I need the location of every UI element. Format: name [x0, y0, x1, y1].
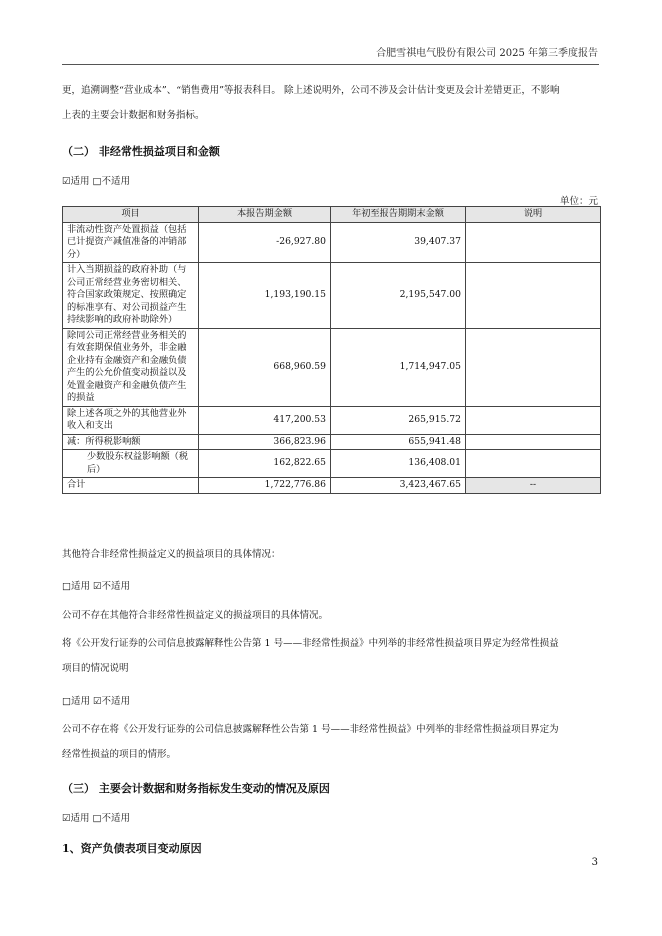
table-row [63, 328, 601, 406]
row-ytd: 39,407.37 [331, 222, 466, 263]
col-header-note: 说明 [466, 207, 601, 223]
table-row [63, 222, 601, 263]
section-3-subheading: 1、资产负债表项目变动原因 [62, 842, 202, 855]
row-current: 162,822.65 [199, 450, 331, 478]
reclass-line-2: 项目的情况说明 [62, 663, 129, 674]
row-note [466, 328, 601, 406]
page-number: 3 [591, 857, 598, 868]
unit-label: 单位：元 [559, 196, 598, 207]
row-item: 减：所得税影响额 [63, 434, 199, 450]
table-row [63, 263, 601, 329]
row-item: 少数股东权益影响额（税后） [63, 450, 199, 478]
non-recurring-items-table [62, 206, 601, 494]
row-ytd: 1,714,947.05 [331, 328, 466, 406]
col-header-ytd: 年初至报告期期末金额 [331, 207, 466, 223]
section-2-applicability: ☑适用 □不适用 [62, 176, 131, 187]
row-ytd: 265,915.72 [331, 406, 466, 434]
row-current: -26,927.80 [199, 222, 331, 263]
other-items-applicability: □适用 ☑不适用 [62, 581, 131, 592]
row-ytd: 655,941.48 [331, 434, 466, 450]
row-current: 1,722,776.86 [199, 478, 331, 494]
reclass-statement-1: 公司不存在将《公开发行证券的公司信息披露解释性公告第 1 号——非经常性损益》中列举的非经常性损益项目界定为 [62, 724, 559, 735]
row-current: 366,823.96 [199, 434, 331, 450]
row-current: 668,960.59 [199, 328, 331, 406]
row-note [466, 406, 601, 434]
reclass-line-1: 将《公开发行证券的公司信息披露解释性公告第 1 号——非经常性损益》中列举的非经常性损益项目界定为经常性损益 [62, 638, 559, 649]
row-item: 计入当期损益的政府补助（与公司正常经营业务密切相关、符合国家政策规定、按照确定的标准享有、对公司损益产生持续影响的政府补助除外） [63, 263, 199, 329]
row-item: 除同公司正常经营业务相关的有效套期保值业务外，非金融企业持有金融资产和金融负债产生的公允价值变动损益以及处置金融资产和金融负债产生的损益 [63, 328, 199, 406]
row-note [466, 434, 601, 450]
table-total-row [63, 478, 601, 494]
other-items-statement: 公司不存在其他符合非经常性损益定义的损益项目的具体情况。 [62, 610, 329, 621]
section-2-heading: （二） 非经常性损益项目和金额 [62, 145, 220, 158]
section-3-heading: （三） 主要会计数据和财务指标发生变动的情况及原因 [62, 782, 330, 795]
row-note [466, 222, 601, 263]
row-item: 除上述各项之外的其他营业外收入和支出 [63, 406, 199, 434]
table-row [63, 450, 601, 478]
row-current: 417,200.53 [199, 406, 331, 434]
reclass-statement-2: 经常性损益的项目的情形。 [62, 749, 177, 760]
intro-line-2: 上表的主要会计数据和财务指标。 [62, 110, 205, 121]
row-current: 1,193,190.15 [199, 263, 331, 329]
header-divider [62, 64, 599, 65]
row-ytd: 2,195,547.00 [331, 263, 466, 329]
table-row [63, 406, 601, 434]
reclass-applicability: □适用 ☑不适用 [62, 696, 131, 707]
row-note [466, 450, 601, 478]
intro-line-1: 更，追溯调整“营业成本”、“销售费用”等报表科目。 除上述说明外，公司不涉及会计估计变更及会计差错更正，不影响 [62, 85, 560, 96]
table-header-row [63, 207, 601, 223]
row-item: 合计 [63, 478, 199, 494]
col-header-current-period: 本报告期金额 [199, 207, 331, 223]
section-3-applicability: ☑适用 □不适用 [62, 813, 131, 824]
col-header-item: 项目 [63, 207, 199, 223]
table-row [63, 434, 601, 450]
row-note [466, 263, 601, 329]
row-item: 非流动性资产处置损益（包括已计提资产减值准备的冲销部分） [63, 222, 199, 263]
row-note: -- [466, 478, 601, 494]
row-ytd: 136,408.01 [331, 450, 466, 478]
report-header-title: 合肥雪祺电气股份有限公司 2025 年第三季度报告 [376, 48, 598, 59]
other-items-heading: 其他符合非经常性损益定义的损益项目的具体情况： [62, 549, 281, 560]
row-ytd: 3,423,467.65 [331, 478, 466, 494]
